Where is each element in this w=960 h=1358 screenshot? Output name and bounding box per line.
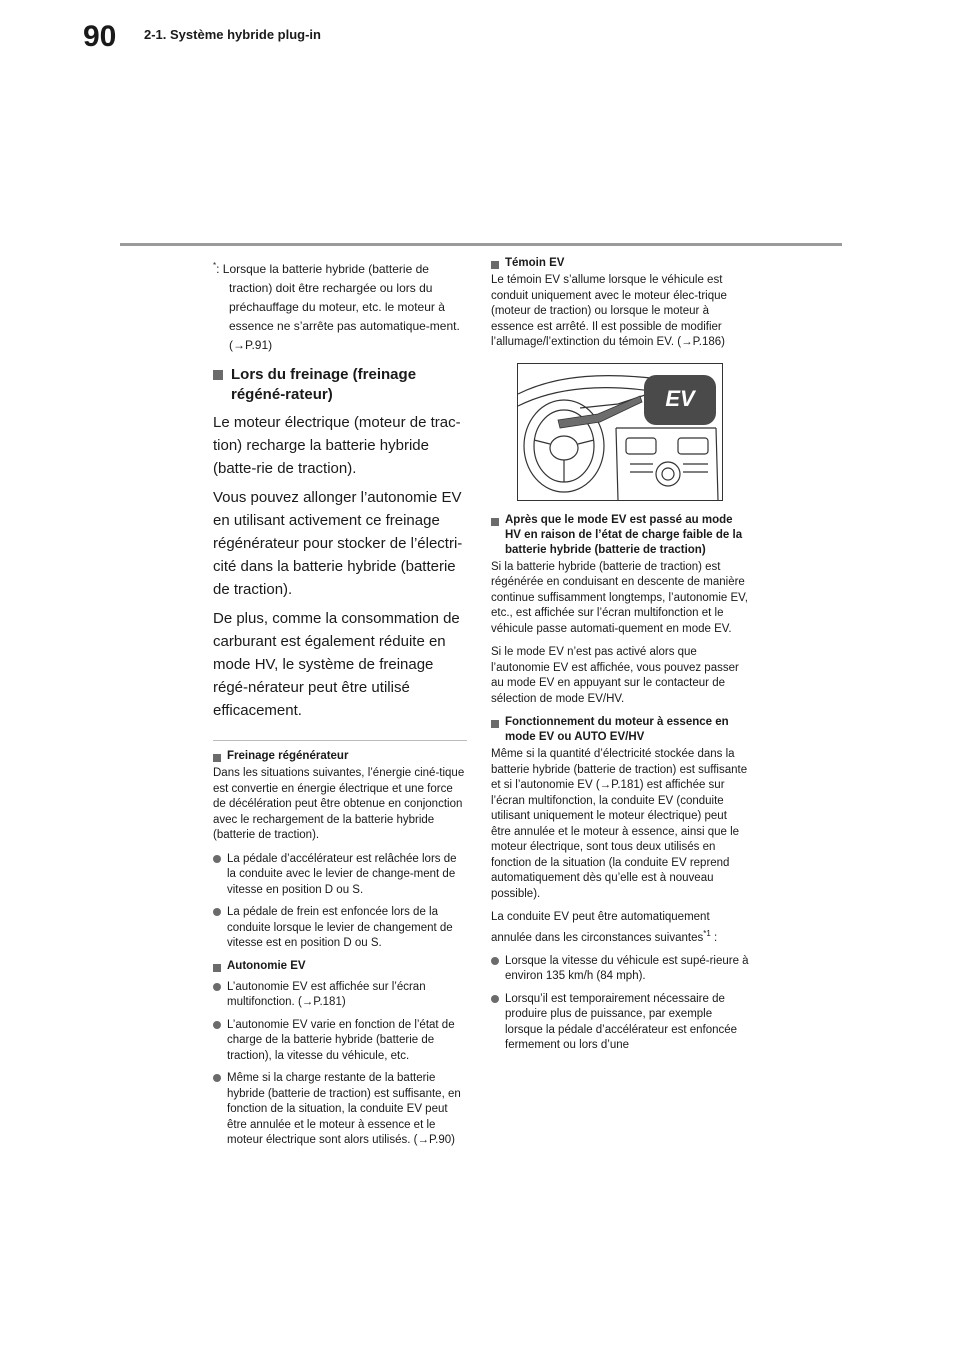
- square-bullet-icon: [491, 261, 499, 269]
- braking-paragraph: Le moteur électrique (moteur de trac-tion) recharge la batterie hybride (batte-rie de traction).: [213, 414, 461, 477]
- ev-indicator-heading-text: Témoin EV: [505, 257, 565, 269]
- section-divider: [213, 740, 467, 741]
- round-bullet-icon: [491, 957, 499, 965]
- engine-op-paragraph: Même si la quantité d’électricité stockée dans la batterie hybride (batterie de traction) est suffisante et si l’autonomie EV (→P.181) est affichée sur l’écran multifonction, la conduite EV (conduite utilisant uniquement le moteur électrique) peut être annulée et le moteur à essence, ainsi que le moteur électrique, sont tous deux utilisés en fonction de la situation (la conduite EV reprend automatiquement dès qu’elle est à nouveau possible).: [491, 748, 748, 900]
- left-column: [213, 256, 467, 1156]
- header-rule: [120, 243, 842, 246]
- footnote: [213, 256, 467, 355]
- regen-heading: [213, 749, 467, 764]
- square-bullet-icon: [491, 720, 499, 728]
- engine-op-heading-text: Fonctionnement du moteur à essence en mode EV ou AUTO EV/HV: [505, 716, 729, 743]
- round-bullet-icon: [213, 1074, 221, 1082]
- round-bullet-icon: [213, 855, 221, 863]
- braking-paragraph: De plus, comme la consommation de carburant est également réduite en mode HV, le système de freinage régé-nérateur peut être utilisé efficacement.: [213, 610, 460, 719]
- square-bullet-icon: [213, 370, 223, 380]
- after-switch-paragraph: Si le mode EV n’est pas activé alors que l’autonomie EV est affichée, vous pouvez passer au mode EV en appuyant sur le contacteur de sélection de mode EV/HV.: [491, 646, 739, 705]
- round-bullet-icon: [213, 1021, 221, 1029]
- ev-indicator-text: Le témoin EV s’allume lorsque le véhicule est conduit uniquement avec le moteur élec-trique (moteur de traction) ou lorsque le moteur à essence est arrêté. Il est possible de modifier l’allumage/l’extinction du témoin EV. (→P.186): [491, 274, 727, 348]
- list-item-text: La pédale d’accélérateur est relâchée lors de la conduite avec le levier de change-ment de vitesse en position D ou S.: [227, 852, 457, 896]
- braking-heading-text: Lors du freinage (freinage régéné-rateur): [231, 366, 417, 403]
- list-item-text: L’autonomie EV varie en fonction de l’état de charge de la batterie hybride (batterie de traction), la vitesse du véhicule, etc.: [227, 1018, 455, 1062]
- braking-paragraph: Vous pouvez allonger l’autonomie EV en utilisant activement ce freinage régénérateur pour stocker de l’électri-cité dans la batterie hybride (batterie de traction).: [213, 489, 463, 598]
- engine-op-paragraph-text: La conduite EV peut être automatiquement annulée dans les circonstances suivantes: [491, 911, 710, 944]
- list-item: [491, 992, 749, 1054]
- list-item: [213, 905, 467, 952]
- regen-intro: Dans les situations suivantes, l’énergie ciné-tique est convertie en énergie électrique et une force de décélération peut être obtenue en conjonction avec le rechargement de la batterie hybride (batterie de traction).: [213, 767, 465, 841]
- after-switch-heading: [491, 513, 749, 558]
- footnote-text: : Lorsque la batterie hybride (batterie de traction) doit être rechargée ou lors du préchauffage du moteur, etc. le moteur à essence ne s’arrête pas automatique-ment. (→P.91): [216, 262, 460, 352]
- list-item: [213, 1071, 467, 1149]
- list-item: [213, 980, 467, 1011]
- autonomy-heading: [213, 959, 467, 974]
- ev-badge-label: EV: [665, 385, 695, 411]
- square-bullet-icon: [491, 518, 499, 526]
- round-bullet-icon: [213, 983, 221, 991]
- square-bullet-icon: [213, 754, 221, 762]
- list-item: [491, 954, 749, 985]
- after-switch-paragraph: Si la batterie hybride (batterie de traction) est régénérée en conduisant en descente de manière continue suffisamment longtemps, l’autonomie EV, etc., est affichée sur l’écran multifonction et le véhicule passe automati-quement en mode EV.: [491, 560, 748, 635]
- regen-heading-text: Freinage régénérateur: [227, 750, 349, 762]
- footnote-marker: *: [213, 261, 217, 270]
- list-item-text: Même si la charge restante de la batterie hybride (batterie de traction) est suffisante, en fonction de la situation, la conduite EV peut être annulée et le moteur à essence et le moteur électrique sont alors utilisés. (→P.90): [227, 1072, 461, 1146]
- section-title: 2-1. Système hybride plug-in: [144, 27, 321, 42]
- list-item-text: Lorsque la vitesse du véhicule est supé-rieure à environ 135 km/h (84 mph).: [505, 954, 749, 983]
- list-item-text: L’autonomie EV est affichée sur l’écran multifonction. (→P.181): [227, 980, 426, 1008]
- page-number: 90: [83, 20, 117, 53]
- after-switch-heading-text: Après que le mode EV est passé au mode HV en raison de l’état de charge faible de la batterie hybride (batterie de traction): [505, 513, 743, 556]
- braking-heading: [213, 365, 467, 405]
- autonomy-heading-text: Autonomie EV: [227, 959, 306, 972]
- list-item: [213, 1018, 467, 1065]
- round-bullet-icon: [213, 908, 221, 916]
- engine-op-paragraph: [491, 910, 749, 946]
- round-bullet-icon: [491, 995, 499, 1003]
- list-item-text: Lorsqu’il est temporairement nécessaire de produire plus de puissance, par exemple lorsque la pédale d’accélérateur est enfoncée fermement ou lors d’une: [505, 992, 738, 1052]
- list-item-text: La pédale de frein est enfoncée lors de la conduite lorsque le levier de changement de vitesse est en position D ou S.: [227, 906, 453, 949]
- right-column: [491, 256, 749, 1061]
- list-item: [213, 852, 467, 899]
- square-bullet-icon: [213, 964, 221, 972]
- dashboard-illustration: [517, 363, 723, 501]
- engine-op-heading: [491, 715, 749, 745]
- engine-op-paragraph-end: :: [710, 931, 718, 944]
- footnote-reference: *1: [703, 928, 711, 938]
- ev-indicator-heading: [491, 256, 749, 271]
